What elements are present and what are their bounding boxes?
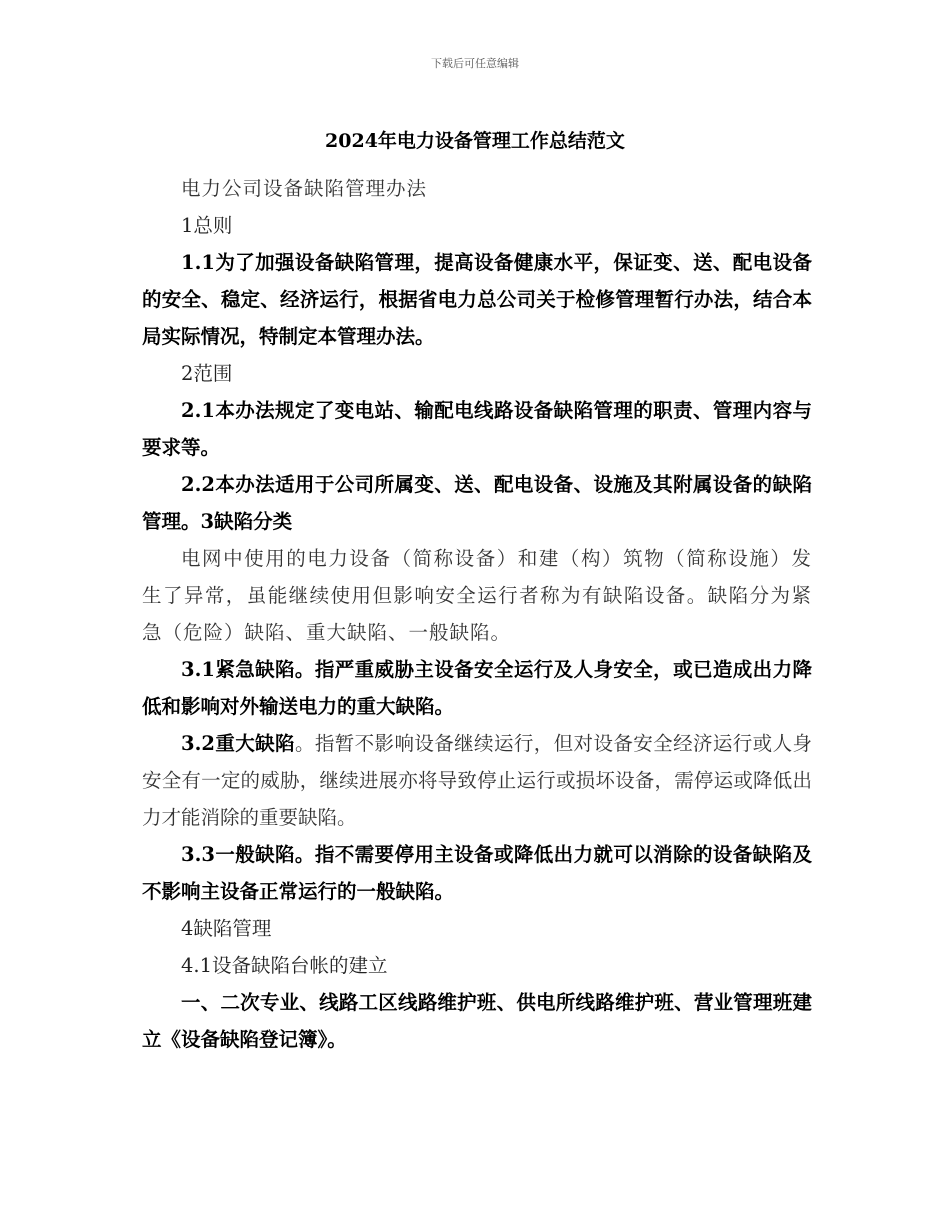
paragraph-3-1: 3.1紧急缺陷。指严重威胁主设备安全运行及人身安全，或已造成出力降低和影响对外输送电力的重大缺陷。 — [142, 658, 812, 718]
paragraph-subtitle: 电力公司设备缺陷管理办法 — [181, 177, 428, 200]
paragraph-3-2-lead: 3.2重大缺陷 — [181, 732, 295, 755]
paragraph-3-3: 3.3一般缺陷。指不需要停用主设备或降低出力就可以消除的设备缺陷及不影响主设备正常运行的一般缺陷。 — [142, 843, 812, 903]
section-heading-scope: 2范围 — [181, 362, 233, 385]
page-header: 下载后可任意编辑 — [431, 57, 519, 70]
paragraph-ledger: 一、二次专业、线路工区线路维护班、供电所线路维护班、营业管理班建立《设备缺陷登记簿》。 — [142, 991, 812, 1051]
paragraph-2-2: 2.2本办法适用于公司所属变、送、配电设备、设施及其附属设备的缺陷管理。3缺陷分类 — [142, 473, 812, 533]
section-heading-defect-management: 4缺陷管理 — [181, 917, 272, 940]
paragraph-defect-definition: 电网中使用的电力设备（简称设备）和建（构）筑物（简称设施）发生了异常，虽能继续使用但影响安全运行者称为有缺陷设备。缺陷分为紧急（危险）缺陷、重大缺陷、一般缺陷。 — [142, 547, 812, 644]
paragraph-2-1: 2.1本办法规定了变电站、输配电线路设备缺陷管理的职责、管理内容与要求等。 — [142, 399, 812, 459]
document-title: 2024年电力设备管理工作总结范文 — [325, 130, 625, 152]
paragraph-3-2 — [142, 725, 812, 836]
paragraph-4-1: 4.1设备缺陷台帐的建立 — [181, 954, 388, 977]
section-heading-general: 1总则 — [181, 214, 233, 237]
document-body — [142, 170, 812, 1058]
paragraph-1-1: 1.1为了加强设备缺陷管理，提高设备健康水平，保证变、送、配电设备的安全、稳定、经济运行，根据省电力总公司关于检修管理暂行办法，结合本局实际情况，特制定本管理办法。 — [142, 251, 812, 348]
paragraph-3-2-rest: 。指暂不影响设备继续运行，但对设备安全经济运行或人身安全有一定的威胁，继续进展亦将导致停止运行或损坏设备，需停运或降低出力才能消除的重要缺陷。 — [142, 732, 812, 829]
